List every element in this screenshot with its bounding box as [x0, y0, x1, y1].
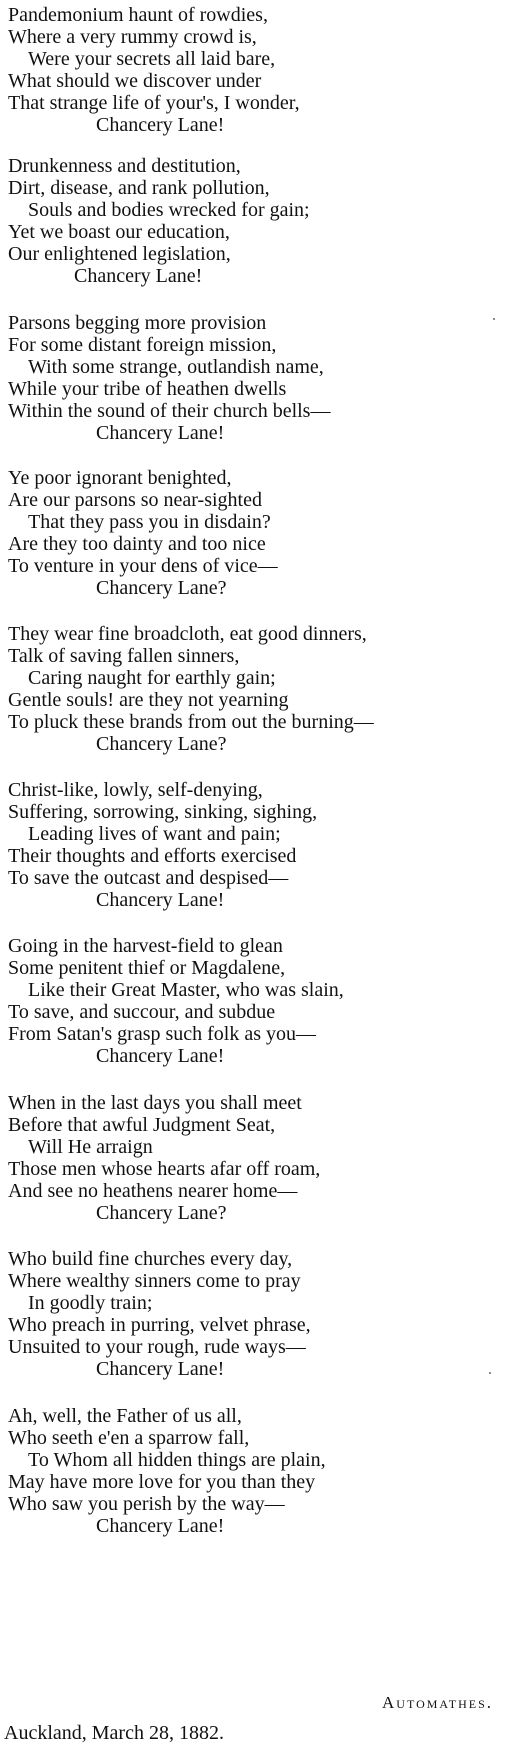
stanza-10-refrain: Chancery Lane!: [96, 1515, 225, 1537]
stanza-2-refrain: Chancery Lane!: [74, 265, 203, 287]
stanza-6-line-5: To save the outcast and despised—: [8, 867, 289, 889]
stanza-5-refrain: Chancery Lane?: [96, 733, 227, 755]
stanza-3-refrain: Chancery Lane!: [96, 422, 225, 444]
stanza-5-line-5: To pluck these brands from out the burning—: [8, 711, 374, 733]
stanza-8-refrain: Chancery Lane?: [96, 1202, 227, 1224]
stanza-1-line-5: That strange life of your's, I wonder,: [8, 92, 300, 114]
stanza-1-line-4: What should we discover under: [8, 70, 262, 92]
stanza-5-line-2: Talk of saving fallen sinners,: [8, 645, 240, 667]
stanza-9-line-5: Unsuited to your rough, rude ways—: [8, 1336, 306, 1358]
dateline: Auckland, March 28, 1882.: [4, 1722, 224, 1744]
stanza-8-line-5: And see no heathens nearer home—: [8, 1180, 298, 1202]
stanza-8-line-4: Those men whose hearts afar off roam,: [8, 1158, 321, 1180]
stanza-2-line-2: Dirt, disease, and rank pollution,: [8, 177, 270, 199]
stanza-5-line-1: They wear fine broadcloth, eat good dinners,: [8, 623, 367, 645]
stanza-4-line-3: That they pass you in disdain?: [28, 511, 271, 533]
print-speck: [489, 1372, 491, 1374]
stanza-1-line-2: Where a very rummy crowd is,: [8, 26, 257, 48]
stanza-7-line-1: Going in the harvest-field to glean: [8, 935, 283, 957]
stanza-3-line-4: While your tribe of heathen dwells: [8, 378, 287, 400]
stanza-6-line-2: Suffering, sorrowing, sinking, sighing,: [8, 801, 318, 823]
stanza-10-line-2: Who seeth e'en a sparrow fall,: [8, 1427, 250, 1449]
stanza-7-line-3: Like their Great Master, who was slain,: [28, 979, 344, 1001]
stanza-3-line-3: With some strange, outlandish name,: [28, 356, 324, 378]
stanza-9-refrain: Chancery Lane!: [96, 1358, 225, 1380]
stanza-6-line-4: Their thoughts and efforts exercised: [8, 845, 297, 867]
stanza-4-line-2: Are our parsons so near-sighted: [8, 489, 262, 511]
stanza-9-line-3: In goodly train;: [28, 1292, 153, 1314]
stanza-4-refrain: Chancery Lane?: [96, 577, 227, 599]
stanza-9-line-2: Where wealthy sinners come to pray: [8, 1270, 301, 1292]
stanza-7-line-4: To save, and succour, and subdue: [8, 1001, 276, 1023]
stanza-4-line-1: Ye poor ignorant benighted,: [8, 467, 232, 489]
stanza-9-line-4: Who preach in purring, velvet phrase,: [8, 1314, 311, 1336]
stanza-4-line-5: To venture in your dens of vice—: [8, 555, 278, 577]
stanza-10-line-3: To Whom all hidden things are plain,: [28, 1449, 326, 1471]
stanza-5-line-4: Gentle souls! are they not yearning: [8, 689, 289, 711]
stanza-1-line-1: Pandemonium haunt of rowdies,: [8, 4, 268, 26]
author-signature: Automathes.: [382, 1693, 493, 1712]
stanza-2-line-4: Yet we boast our education,: [8, 221, 230, 243]
stanza-3-line-2: For some distant foreign mission,: [8, 334, 277, 356]
stanza-6-refrain: Chancery Lane!: [96, 889, 225, 911]
stanza-2-line-1: Drunkenness and destitution,: [8, 155, 241, 177]
stanza-10-line-5: Who saw you perish by the way—: [8, 1493, 285, 1515]
stanza-9-line-1: Who build fine churches every day,: [8, 1248, 293, 1270]
stanza-8-line-2: Before that awful Judgment Seat,: [8, 1114, 276, 1136]
stanza-8-line-1: When in the last days you shall meet: [8, 1092, 302, 1114]
stanza-8-line-3: Will He arraign: [28, 1136, 153, 1158]
stanza-2-line-5: Our enlightened legislation,: [8, 243, 231, 265]
print-speck: [493, 318, 495, 320]
stanza-4-line-4: Are they too dainty and too nice: [8, 533, 266, 555]
stanza-6-line-1: Christ-like, lowly, self-denying,: [8, 779, 263, 801]
stanza-10-line-4: May have more love for you than they: [8, 1471, 316, 1493]
stanza-1-refrain: Chancery Lane!: [96, 114, 225, 136]
stanza-6-line-3: Leading lives of want and pain;: [28, 823, 281, 845]
stanza-1-line-3: Were your secrets all laid bare,: [28, 48, 276, 70]
stanza-7-refrain: Chancery Lane!: [96, 1045, 225, 1067]
stanza-7-line-2: Some penitent thief or Magdalene,: [8, 957, 286, 979]
stanza-7-line-5: From Satan's grasp such folk as you—: [8, 1023, 317, 1045]
stanza-3-line-5: Within the sound of their church bells—: [8, 400, 331, 422]
stanza-3-line-1: Parsons begging more provision: [8, 312, 267, 334]
stanza-5-line-3: Caring naught for earthly gain;: [28, 667, 276, 689]
stanza-10-line-1: Ah, well, the Father of us all,: [8, 1405, 242, 1427]
stanza-2-line-3: Souls and bodies wrecked for gain;: [28, 199, 310, 221]
